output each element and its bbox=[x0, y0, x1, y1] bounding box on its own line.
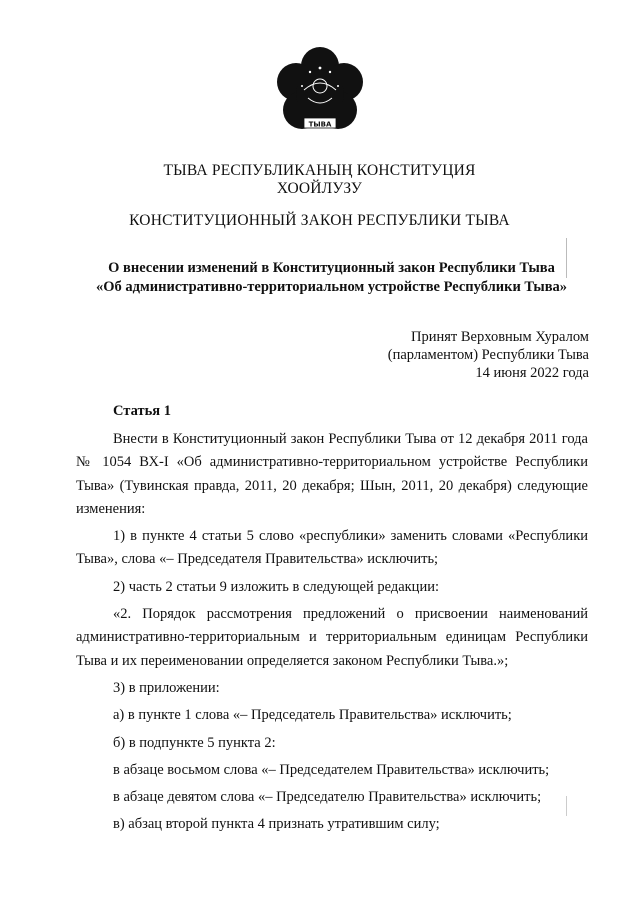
article-paragraph: Внести в Конституционный закон Республики Тыва от 12 декабря 2011 года № 1054 ВХ-I «Об административно-территориальном устройстве Республики Тыва» (Тувинская правда, 2011, 20 декабря; Шын, 2011, 20 декабря) следующие изменения: bbox=[76, 431, 588, 517]
republic-constitution-header bbox=[0, 162, 639, 198]
article-paragraph: в) абзац второй пункта 4 признать утратившим силу; bbox=[113, 816, 440, 833]
emblem-label: ТЫВА bbox=[308, 120, 332, 129]
title-line-1: О внесении изменений в Конституционный закон Республики Тыва bbox=[108, 260, 555, 276]
law-type-heading: КОНСТИТУЦИОННЫЙ ЗАКОН РЕСПУБЛИКИ ТЫВА bbox=[129, 212, 510, 229]
article-paragraph: 3) в приложении: bbox=[113, 679, 220, 696]
header-line-2: ХООЙЛУЗУ bbox=[276, 180, 363, 197]
article-heading: Статья 1 bbox=[113, 403, 171, 419]
header-line-1: ТЫВА РЕСПУБЛИКАНЫҢ КОНСТИТУЦИЯ bbox=[163, 162, 476, 179]
law-title bbox=[24, 259, 639, 297]
adoption-date: 14 июня 2022 года bbox=[475, 365, 589, 381]
article-paragraph: а) в пункте 1 слова «– Председатель Правительства» исключить; bbox=[113, 707, 512, 724]
tuva-emblem-icon bbox=[274, 46, 366, 144]
article-paragraph: 1) в пункте 4 статьи 5 слово «республики» заменить словами «Республики Тыва», слова «– Председателя Правительства» исключить; bbox=[76, 528, 588, 568]
adoption-line-1: Принят Верховным Хуралом bbox=[411, 329, 589, 345]
article-paragraph: в абзаце восьмом слова «– Председателем Правительства» исключить; bbox=[113, 761, 550, 778]
adoption-note bbox=[388, 328, 589, 382]
article-body bbox=[76, 402, 588, 837]
article-paragraph: б) в подпункте 5 пункта 2: bbox=[113, 734, 276, 751]
article-paragraph: «2. Порядок рассмотрения предложений о присвоении наименований административно-территориальным и территориальным единицам Республики Тыва и их переименовании определяется законом Республики Тыва.»; bbox=[76, 606, 588, 669]
adoption-line-2: (парламентом) Республики Тыва bbox=[387, 347, 589, 363]
margin-line bbox=[566, 238, 567, 278]
title-line-2: «Об административно-территориальном устройстве Республики Тыва» bbox=[95, 279, 568, 295]
article-paragraph: 2) часть 2 статьи 9 изложить в следующей редакции: bbox=[113, 578, 439, 595]
article-paragraph: в абзаце девятом слова «– Председателю Правительства» исключить; bbox=[113, 789, 542, 806]
margin-line bbox=[566, 796, 567, 816]
